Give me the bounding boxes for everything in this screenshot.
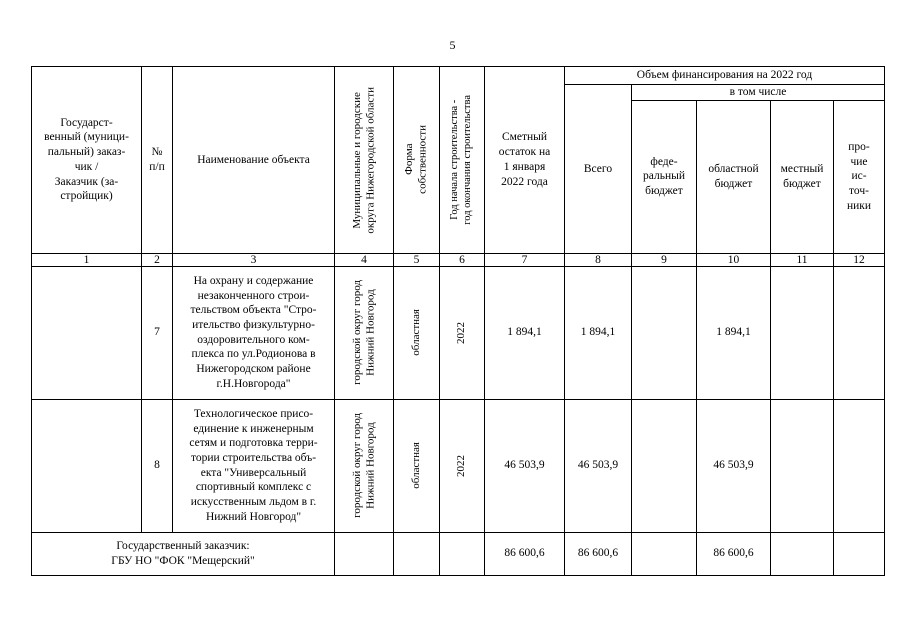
row-federal (632, 266, 697, 399)
summary-municipality (335, 532, 394, 575)
header-regional: областной бюджет (697, 100, 771, 253)
header-ownership (394, 67, 440, 254)
financing-table (31, 66, 885, 576)
header-estimate-balance: Сметный остаток на 1 января 2022 года (485, 67, 565, 254)
summary-row (32, 532, 885, 575)
column-number: 10 (697, 253, 771, 266)
row-local (771, 399, 834, 532)
row-years-text: 2022 (455, 321, 468, 344)
row-years-text: 2022 (455, 454, 468, 477)
summary-other (834, 532, 885, 575)
column-number: 6 (440, 253, 485, 266)
column-number: 12 (834, 253, 885, 266)
row-total: 46 503,9 (565, 399, 632, 532)
row-number: 7 (142, 266, 173, 399)
row-municipality-text: городской округ город Нижний Новгород (350, 413, 376, 519)
header-federal: феде- ральный бюджет (632, 100, 697, 253)
row-years (440, 266, 485, 399)
row-municipality (335, 266, 394, 399)
header-number: № п/п (142, 67, 173, 254)
row-object-name: На охрану и содержание незаконченного строи- тельством объекта "Стро- ительство физкультурно- оздоровительного ком- плекса по ул.Родионова в Нижегородском районе г.Н.Новгорода" (173, 266, 335, 399)
row-number: 8 (142, 399, 173, 532)
summary-regional: 86 600,6 (697, 532, 771, 575)
row-other (834, 399, 885, 532)
row-object-name: Технологическое присо- единение к инженерным сетям и подготовка терри- тории строительства объ- екта "Универсальный спортивный комплекс с искусственным льдом в г. Нижний Новгород" (173, 399, 335, 532)
column-number: 1 (32, 253, 142, 266)
row-regional: 1 894,1 (697, 266, 771, 399)
row-customer (32, 399, 142, 532)
summary-label: Государственный заказчик: ГБУ НО "ФОК "Мещерский" (32, 532, 335, 575)
header-other: про- чие ис- точ- ники (834, 100, 885, 253)
row-municipality-text: городской округ город Нижний Новгород (350, 280, 376, 386)
column-number: 3 (173, 253, 335, 266)
header-financing-group: Объем финансирования на 2022 год (565, 67, 885, 85)
summary-estimate-balance: 86 600,6 (485, 532, 565, 575)
summary-total: 86 600,6 (565, 532, 632, 575)
header-years (440, 67, 485, 254)
column-number: 8 (565, 253, 632, 266)
header-row (32, 67, 885, 85)
row-local (771, 266, 834, 399)
row-federal (632, 399, 697, 532)
row-other (834, 266, 885, 399)
header-local: местный бюджет (771, 100, 834, 253)
column-number-row (32, 253, 885, 266)
header-municipality-text: Муниципальные и городские округа Нижегородской области (350, 86, 376, 234)
column-number: 4 (335, 253, 394, 266)
row-ownership-text: областная (409, 442, 422, 490)
summary-years (440, 532, 485, 575)
header-object-name: Наименование объекта (173, 67, 335, 254)
header-including: в том числе (632, 85, 885, 101)
header-municipality (335, 67, 394, 254)
column-number: 11 (771, 253, 834, 266)
row-municipality (335, 399, 394, 532)
row-total: 1 894,1 (565, 266, 632, 399)
header-ownership-text: Форма собственности (403, 125, 429, 195)
column-number: 9 (632, 253, 697, 266)
header-customer: Государст- венный (муници- пальный) заказ- чик / Заказчик (за- стройщик) (32, 67, 142, 254)
row-ownership (394, 399, 440, 532)
page-number: 5 (449, 38, 456, 52)
column-number: 2 (142, 253, 173, 266)
table-row (32, 399, 885, 532)
summary-local (771, 532, 834, 575)
header-years-text: Год начала строительства - год окончания строительства (449, 94, 473, 225)
summary-ownership (394, 532, 440, 575)
row-regional: 46 503,9 (697, 399, 771, 532)
row-ownership-text: областная (409, 309, 422, 357)
row-estimate-balance: 46 503,9 (485, 399, 565, 532)
row-ownership (394, 266, 440, 399)
row-estimate-balance: 1 894,1 (485, 266, 565, 399)
summary-federal (632, 532, 697, 575)
column-number: 5 (394, 253, 440, 266)
header-total: Всего (565, 85, 632, 254)
row-customer (32, 266, 142, 399)
row-years (440, 399, 485, 532)
column-number: 7 (485, 253, 565, 266)
table-row (32, 266, 885, 399)
